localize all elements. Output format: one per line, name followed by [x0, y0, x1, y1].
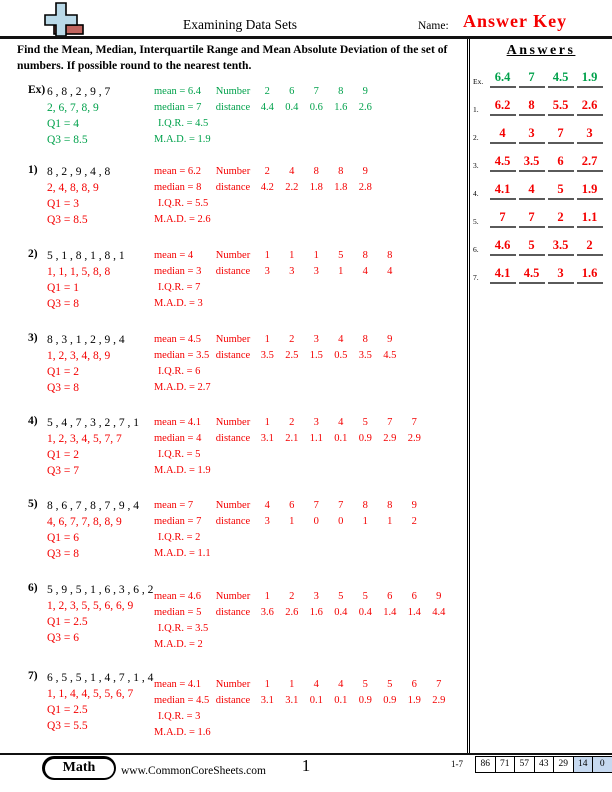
mad-value: M.A.D. = 1.6: [154, 727, 211, 738]
value-cell: 6: [289, 86, 295, 97]
value-cell: 1.8: [309, 182, 323, 193]
value-cell: 4.1: [490, 182, 516, 200]
answer-row-label: 7.: [473, 273, 479, 282]
value-cell: 86: [475, 756, 496, 773]
number-row-label: Number: [215, 500, 251, 511]
value-cell: 7: [387, 417, 393, 428]
value-cell: 3: [313, 417, 319, 428]
value-cell: 7: [411, 417, 417, 428]
value-cell: 1: [313, 250, 319, 261]
value-cell: 4.2: [260, 182, 274, 193]
answer-values: [488, 236, 604, 253]
q1-value: Q1 = 2: [47, 366, 80, 378]
value-cell: 43: [534, 756, 555, 773]
number-values: [255, 417, 427, 428]
value-cell: 6: [411, 679, 417, 690]
number-row-label: Number: [215, 591, 251, 602]
answer-row-label: 6.: [473, 245, 479, 254]
q3-value: Q3 = 8.5: [47, 214, 88, 226]
sorted-set: 1, 1, 1, 5, 8, 8: [47, 266, 111, 278]
value-cell: 4: [338, 679, 344, 690]
q1-value: Q1 = 6: [47, 532, 80, 544]
mad-value: M.A.D. = 3: [154, 298, 203, 309]
answers-panel-title: Answers: [506, 43, 576, 58]
problem-label: 5): [28, 498, 38, 510]
value-cell: 4: [519, 182, 545, 200]
value-cell: 4: [264, 500, 270, 511]
q3-value: Q3 = 8.5: [47, 134, 88, 146]
problem-label: 7): [28, 670, 38, 682]
value-cell: 7: [338, 500, 344, 511]
data-set: 6 , 5 , 5 , 1 , 4 , 7 , 1 , 4: [47, 672, 154, 684]
value-cell: 7: [313, 86, 319, 97]
q1-value: Q1 = 2: [47, 449, 80, 461]
value-cell: 0: [338, 516, 344, 527]
value-cell: 3.1: [260, 695, 274, 706]
value-cell: 2.1: [285, 433, 299, 444]
value-cell: 6: [387, 591, 393, 602]
data-set: 5 , 9 , 5 , 1 , 6 , 3 , 6 , 2: [47, 584, 154, 596]
value-cell: 9: [362, 166, 368, 177]
median-value: median = 4: [154, 433, 202, 444]
value-cell: 2.9: [383, 433, 397, 444]
value-cell: 1.6: [309, 607, 323, 618]
number-values: [255, 679, 451, 690]
subject-label: Math: [45, 759, 114, 778]
answer-row-label: 5.: [473, 217, 479, 226]
median-value: median = 4.5: [154, 695, 210, 706]
value-cell: 57: [514, 756, 535, 773]
distance-row-label: distance: [215, 695, 251, 706]
problem-label: 1): [28, 164, 38, 176]
mad-value: M.A.D. = 1.9: [154, 465, 211, 476]
sorted-set: 1, 1, 4, 4, 5, 5, 6, 7: [47, 688, 134, 700]
value-cell: 5: [362, 417, 368, 428]
q3-value: Q3 = 7: [47, 465, 80, 477]
value-cell: 0.9: [358, 433, 372, 444]
value-cell: 2.7: [577, 154, 603, 172]
answer-row-3: [473, 152, 611, 172]
number-row-label: Number: [215, 166, 251, 177]
value-cell: 1: [264, 679, 270, 690]
q1-value: Q1 = 2.5: [47, 616, 88, 628]
value-cell: 4: [338, 334, 344, 345]
answer-row-4: [473, 180, 611, 200]
distance-row-label: distance: [215, 102, 251, 113]
value-cell: 8: [362, 334, 368, 345]
mad-value: M.A.D. = 2: [154, 639, 203, 650]
data-set: 8 , 2 , 9 , 4 , 8: [47, 166, 111, 178]
value-cell: 3.5: [358, 350, 372, 361]
problem-label: Ex): [28, 84, 46, 96]
value-cell: 9: [436, 591, 442, 602]
value-cell: 3: [313, 591, 319, 602]
iqr-value: I.Q.R. = 5.5: [158, 198, 209, 209]
data-set: 5 , 4 , 7 , 3 , 2 , 7 , 1: [47, 417, 139, 429]
value-cell: 0.5: [334, 350, 348, 361]
mad-value: M.A.D. = 1.9: [154, 134, 211, 145]
value-cell: 2.2: [285, 182, 299, 193]
q1-value: Q1 = 3: [47, 198, 80, 210]
value-cell: 2: [264, 86, 270, 97]
value-cell: 2.9: [407, 433, 421, 444]
value-cell: 2: [289, 334, 295, 345]
value-cell: 3: [548, 266, 574, 284]
value-cell: 2: [289, 591, 295, 602]
iqr-value: I.Q.R. = 5: [158, 449, 201, 460]
value-cell: 2: [548, 210, 574, 228]
value-cell: 4.6: [490, 238, 516, 256]
distance-row-label: distance: [215, 433, 251, 444]
value-cell: 0: [592, 756, 612, 773]
page-title: Examining Data Sets: [183, 17, 297, 32]
number-row-label: Number: [215, 679, 251, 690]
iqr-value: I.Q.R. = 6: [158, 366, 201, 377]
distance-values: [255, 182, 378, 193]
value-cell: 7: [519, 70, 545, 88]
value-cell: 5: [362, 591, 368, 602]
distance-values: [255, 266, 402, 277]
problem-label: 2): [28, 248, 38, 260]
value-cell: 2: [264, 166, 270, 177]
value-cell: 4: [338, 417, 344, 428]
value-cell: 9: [362, 86, 368, 97]
value-cell: 5: [338, 591, 344, 602]
value-cell: 4.4: [260, 102, 274, 113]
score-table: [476, 756, 612, 773]
value-cell: 2.6: [358, 102, 372, 113]
value-cell: 2: [289, 417, 295, 428]
median-value: median = 5: [154, 607, 202, 618]
value-cell: 1.6: [334, 102, 348, 113]
value-cell: 5: [362, 679, 368, 690]
value-cell: 1.4: [383, 607, 397, 618]
name-label: Name:: [418, 20, 449, 32]
q3-value: Q3 = 8: [47, 548, 80, 560]
problem-label: 4): [28, 415, 38, 427]
sorted-set: 2, 4, 8, 8, 9: [47, 182, 99, 194]
value-cell: 1.4: [407, 607, 421, 618]
mean-value: mean = 7: [154, 500, 194, 511]
value-cell: 2.5: [285, 350, 299, 361]
problem-label: 3): [28, 332, 38, 344]
answer-row-5: [473, 208, 611, 228]
value-cell: 3.1: [285, 695, 299, 706]
answer-values: [488, 208, 604, 225]
value-cell: 0.4: [358, 607, 372, 618]
header-rule: [0, 36, 612, 39]
value-cell: 2.9: [432, 695, 446, 706]
page-number: 1: [301, 756, 311, 775]
footer-rule: [0, 753, 612, 755]
data-set: 6 , 8 , 2 , 9 , 7: [47, 86, 111, 98]
value-cell: 7: [548, 126, 574, 144]
value-cell: 8: [313, 166, 319, 177]
value-cell: 3.5: [260, 350, 274, 361]
number-values: [255, 334, 402, 345]
value-cell: 4.5: [490, 154, 516, 172]
value-cell: 1: [264, 417, 270, 428]
mean-value: mean = 4.1: [154, 679, 202, 690]
value-cell: 3: [577, 126, 603, 144]
value-cell: 3.5: [548, 238, 574, 256]
answer-row-label: 4.: [473, 189, 479, 198]
mad-value: M.A.D. = 1.1: [154, 548, 211, 559]
value-cell: 2.6: [285, 607, 299, 618]
value-cell: 1: [289, 679, 295, 690]
median-value: median = 3.5: [154, 350, 210, 361]
value-cell: 1: [387, 516, 393, 527]
data-set: 5 , 1 , 8 , 1 , 8 , 1: [47, 250, 125, 262]
value-cell: 2: [577, 238, 603, 256]
mean-value: mean = 6.4: [154, 86, 202, 97]
value-cell: 29: [553, 756, 574, 773]
number-values: [255, 250, 402, 261]
q3-value: Q3 = 5.5: [47, 720, 88, 732]
answer-values: [488, 96, 604, 113]
value-cell: 1: [264, 250, 270, 261]
data-set: 8 , 6 , 7 , 8 , 7 , 9 , 4: [47, 500, 139, 512]
value-cell: 3.1: [260, 433, 274, 444]
answer-row-7: [473, 264, 611, 284]
value-cell: 9: [411, 500, 417, 511]
value-cell: 1: [362, 516, 368, 527]
sorted-set: 1, 2, 3, 4, 5, 7, 7: [47, 433, 122, 445]
value-cell: 1.1: [309, 433, 323, 444]
value-cell: 1.1: [577, 210, 603, 228]
value-cell: 0: [313, 516, 319, 527]
value-cell: 1: [338, 266, 344, 277]
value-cell: 6: [548, 154, 574, 172]
answer-values: [488, 264, 604, 281]
value-cell: 7: [436, 679, 442, 690]
number-row-label: Number: [215, 334, 251, 345]
value-cell: 71: [495, 756, 516, 773]
value-cell: 1: [264, 334, 270, 345]
sorted-set: 1, 2, 3, 5, 5, 6, 6, 9: [47, 600, 134, 612]
value-cell: 8: [519, 98, 545, 116]
value-cell: 1: [289, 516, 295, 527]
median-value: median = 8: [154, 182, 202, 193]
mad-value: M.A.D. = 2.6: [154, 214, 211, 225]
sorted-set: 4, 6, 7, 7, 8, 8, 9: [47, 516, 122, 528]
value-cell: 7: [313, 500, 319, 511]
mean-value: mean = 4: [154, 250, 194, 261]
number-row-label: Number: [215, 417, 251, 428]
answer-row-1: [473, 96, 611, 116]
value-cell: 3: [264, 516, 270, 527]
distance-values: [255, 695, 451, 706]
value-cell: 0.1: [334, 695, 348, 706]
value-cell: 1.6: [577, 266, 603, 284]
data-set: 8 , 3 , 1 , 2 , 9 , 4: [47, 334, 125, 346]
value-cell: 8: [338, 166, 344, 177]
value-cell: 3: [289, 266, 295, 277]
commoncoresheets-logo-icon: [40, 1, 86, 38]
value-cell: 8: [362, 500, 368, 511]
answer-values: [488, 124, 604, 141]
value-cell: 4: [289, 166, 295, 177]
q3-value: Q3 = 8: [47, 298, 80, 310]
number-values: [255, 166, 378, 177]
mean-value: mean = 4.5: [154, 334, 202, 345]
answer-row-label: Ex.: [473, 77, 484, 86]
value-cell: 5: [519, 238, 545, 256]
mean-value: mean = 6.2: [154, 166, 202, 177]
answer-row-2: [473, 124, 611, 144]
value-cell: 2.8: [358, 182, 372, 193]
answer-row-ex: [473, 68, 611, 88]
value-cell: 1.9: [577, 182, 603, 200]
value-cell: 0.9: [358, 695, 372, 706]
value-cell: 4: [490, 126, 516, 144]
score-range-label: 1-7: [451, 759, 463, 769]
value-cell: 2: [411, 516, 417, 527]
website-url: www.CommonCoreSheets.com: [121, 765, 266, 777]
value-cell: 0.4: [285, 102, 299, 113]
iqr-value: I.Q.R. = 3: [158, 711, 201, 722]
distance-row-label: distance: [215, 516, 251, 527]
value-cell: 1: [264, 591, 270, 602]
median-value: median = 7: [154, 102, 202, 113]
distance-row-label: distance: [215, 266, 251, 277]
number-values: [255, 591, 451, 602]
value-cell: 4: [362, 266, 368, 277]
distance-row-label: distance: [215, 607, 251, 618]
value-cell: 0.4: [334, 607, 348, 618]
value-cell: 0.9: [383, 695, 397, 706]
q1-value: Q1 = 4: [47, 118, 80, 130]
distance-values: [255, 607, 451, 618]
subject-badge: [42, 756, 116, 780]
value-cell: 5: [548, 182, 574, 200]
value-cell: 1: [289, 250, 295, 261]
answer-values: [488, 68, 604, 85]
value-cell: 4: [387, 266, 393, 277]
iqr-value: I.Q.R. = 4.5: [158, 118, 209, 129]
value-cell: 3: [519, 126, 545, 144]
value-cell: 9: [387, 334, 393, 345]
problem-label: 6): [28, 582, 38, 594]
iqr-value: I.Q.R. = 2: [158, 532, 201, 543]
mean-value: mean = 4.6: [154, 591, 202, 602]
value-cell: 4.5: [383, 350, 397, 361]
answer-row-label: 1.: [473, 105, 479, 114]
answer-values: [488, 180, 604, 197]
value-cell: 8: [362, 250, 368, 261]
value-cell: 8: [387, 250, 393, 261]
value-cell: 14: [573, 756, 594, 773]
value-cell: 6.4: [490, 70, 516, 88]
answer-row-label: 2.: [473, 133, 479, 142]
value-cell: 5.5: [548, 98, 574, 116]
number-values: [255, 500, 427, 511]
value-cell: 3: [313, 334, 319, 345]
number-row-label: Number: [215, 250, 251, 261]
answers-divider: [467, 39, 470, 753]
value-cell: 4.1: [490, 266, 516, 284]
median-value: median = 3: [154, 266, 202, 277]
number-row-label: Number: [215, 86, 251, 97]
instructions-text: Find the Mean, Median, Interquartile Range and Mean Absolute Deviation of the set of numbers. If possible round to the nearest tenth.: [17, 43, 448, 72]
value-cell: 1.5: [309, 350, 323, 361]
sorted-set: 1, 2, 3, 4, 8, 9: [47, 350, 111, 362]
value-cell: 6: [411, 591, 417, 602]
q1-value: Q1 = 2.5: [47, 704, 88, 716]
value-cell: 3: [313, 266, 319, 277]
distance-row-label: distance: [215, 350, 251, 361]
iqr-value: I.Q.R. = 7: [158, 282, 201, 293]
value-cell: 8: [338, 86, 344, 97]
mad-value: M.A.D. = 2.7: [154, 382, 211, 393]
value-cell: 5: [338, 250, 344, 261]
answer-values: [488, 152, 604, 169]
q3-value: Q3 = 6: [47, 632, 80, 644]
distance-values: [255, 350, 402, 361]
mean-value: mean = 4.1: [154, 417, 202, 428]
value-cell: 0.1: [309, 695, 323, 706]
value-cell: 2.6: [577, 98, 603, 116]
value-cell: 1.8: [334, 182, 348, 193]
value-cell: 1.9: [577, 70, 603, 88]
value-cell: 5: [387, 679, 393, 690]
value-cell: 4.4: [432, 607, 446, 618]
value-cell: 3.6: [260, 607, 274, 618]
q1-value: Q1 = 1: [47, 282, 80, 294]
answer-key-label: Answer Key: [463, 11, 568, 31]
value-cell: 7: [519, 210, 545, 228]
value-cell: 4: [313, 679, 319, 690]
value-cell: 0.6: [309, 102, 323, 113]
distance-row-label: distance: [215, 182, 251, 193]
q3-value: Q3 = 8: [47, 382, 80, 394]
sorted-set: 2, 6, 7, 8, 9: [47, 102, 99, 114]
value-cell: 3: [264, 266, 270, 277]
value-cell: 1.9: [407, 695, 421, 706]
distance-values: [255, 433, 427, 444]
value-cell: 6: [289, 500, 295, 511]
iqr-value: I.Q.R. = 3.5: [158, 623, 209, 634]
value-cell: 0.1: [334, 433, 348, 444]
value-cell: 6.2: [490, 98, 516, 116]
number-values: [255, 86, 378, 97]
value-cell: 7: [490, 210, 516, 228]
value-cell: 8: [387, 500, 393, 511]
distance-values: [255, 102, 378, 113]
answer-row-label: 3.: [473, 161, 479, 170]
distance-values: [255, 516, 427, 527]
answer-row-6: [473, 236, 611, 256]
median-value: median = 7: [154, 516, 202, 527]
value-cell: 4.5: [519, 266, 545, 284]
value-cell: 3.5: [519, 154, 545, 172]
value-cell: 4.5: [548, 70, 574, 88]
